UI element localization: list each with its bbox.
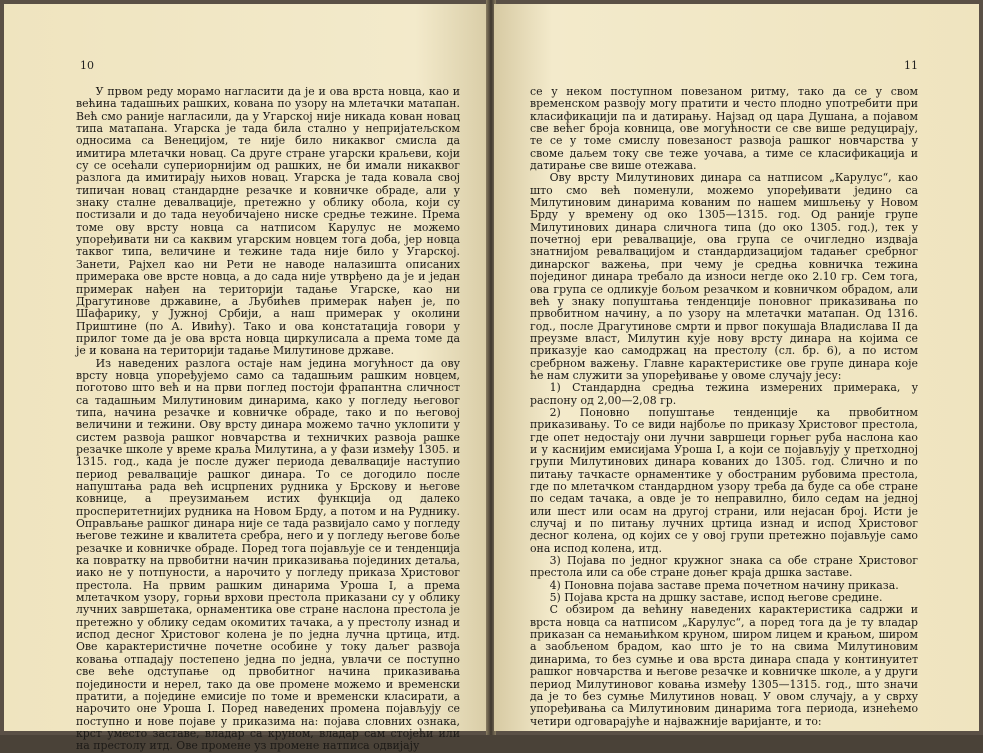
paragraph: Ову врсту Милутинових динара са натписом „Карулус“, као што смо већ поменули, можемо упоређивати једино са Милутиновим динарима кованим по нашем мишљењу у Новом Брду у времену од око 1305—1315. год. Од раније групе Милутинових динара сличнога типа (до око 1305. год.), тек у почетној ери ревалвације, ова група се очигледно издваја знатнијом ревалвацијом и стандардизацијом тадањег сребрног динарског важења, при чему је средња ковничка тежина појединог динара требало да износи негде око 2.10 гр. Сем тога, ова група се одликује бољом резачком и ковничком обрадом, али већ у знаку попуштања тенденције поновног приказивања по првобитном начину, а по узору на млетачки матапан. Од 1316. год., после Драгутинове смрти и првог покушаја Владислава II да преузме власт, Милутин кује нову врсту динара на којима се приказује као самодржац на престолу (сл. бр. 6), а по истом сребрном важењу. Главне карактеристике ове групе динара које ће нам служити за упоређивање у овоме случају јесу: [530, 171, 918, 382]
list-item: 1) Стандардна средња тежина измерених примерака, у распону од 2,00—2,08 гр. [530, 381, 918, 407]
page-text [530, 86, 918, 728]
paragraph: У првом реду морамо нагласити да је и ова врста новца, као и већина тадашњих рашких, кована по узору на млетачки матапан. Већ смо раније нагласили, да у Угарској није никада кован новац типа матапана. Угарска је тада била стално у непријатељском односима са Венецијом, те није било никаквог смисла да имитира млетачки новац. Са друге стране угарски краљеви, који су се осећали супериорнијим од рашких, не би имали никаквог разлога да имитирају њихов новац. Угарска је тада ковала свој типичан новац стандардне резачке и ковничке обраде, али у знаку сталне девалвације, претежно у облику обола, који су постизали и до тада неуобичајено ниске средње тежине. Према томе ову врсту новца са натписом Карулус не можемо упоређивати ни са каквим угарским новцем тога доба, јер новца таквог типа, величине и тежине тада није било у Угарској. Занети, Рајхел као ни Рети не наводе налазишта описаних примерака ове врсте новца, а до сада није утврђено да је и један примерак нађен на територији тадање Угарске, као ни Драгутинове државине, а Љубићев примерак нађен је, по Шафарику, у Јужној Србији, а наш примерак у околини Приштине (по А. Ивићу). Тако и ова констатација говори у прилог томе да је ова врста новца циркулисала а према томе да је и кована на територији тадање Милутинове државе. [76, 85, 460, 358]
list-item: 2) Поновно попуштање тенденције ка првобитном приказивању. То се види најбоље по приказу Христовог престола, где опет недостају они лучни завршеци горњег руба наслона као и у каснијим емисијама Уроша I, а који се појављују у претходној групи Милутинових динара кованих до 1305. год. Слично и по питању тачкасте орнаментике у обостраним рубовима престола, где по млетачком стандардном узору треба да буде са обе стране по седам тачака, а овде је то неправилно, било седам на једној или шест или осам на другој страни, или нејасан број. Исти је случај и по питању лучних цртица изнад и испод Христовог десног колена, од којих се у овој групи претежно појављује само она испод колена, итд. [530, 405, 918, 555]
page-text [76, 86, 460, 753]
list-item: 3) Појава по једног кружног знака са обе стране Христовог престола или са обе стране доњег краја дршка заставе. [530, 554, 918, 580]
list-item: 4) Поновна појава заставе према почетном начину приказа. [549, 578, 899, 592]
page-number: 11 [904, 59, 918, 72]
paragraph: се у неком поступном повезаном ритму, тако да се у свом временском развоју могу пратити и често плодно употребити при класификацији па и датирању. Најзад од цара Душана, а појавом све већег броја ковница, ове могућности се све више редуцирају, те се у томе смислу повезаност развоја рашког новчарства у своме даљем току све теже уочава, а тиме се класификација и датирање све више отежава. [530, 85, 918, 173]
paragraph: С обзиром да већину наведених карактеристика садржи и врста новца са натписом „Карулус“, а поред тога да је ту владар приказан са немањићком круном, широм лицем и крањом, широм а заобљеном брадом, као што је то на свима Милутиновим динарима, то без сумње и ова врста динара спада у континуитет рашког новчарства и његове резачке и ковничке школе, а у други период Милутиновог ковања између 1305—1315. год., што значи да је то без сумње Милутинов новац. У овом случају, а у сврху упоређивања са Милутиновим динарима тога периода, изнећемо четири одговарајуће и најважније варијанте, и то: [530, 603, 918, 728]
left-page [4, 4, 488, 753]
right-page [494, 4, 979, 731]
page-number: 10 [80, 59, 94, 72]
list-item: 5) Појава крста на дршку заставе, испод његове средине. [549, 591, 883, 605]
paragraph: Из наведених разлога остаје нам једина могућност да ову врсту новца упоређујемо само са тадашњим рашким новцем, поготово што већ и на први поглед постоји фрапантна сличност са тадашњим Милутиновим динарима, како у погледу његовог типа, начина резачке и ковничке обраде, тако и по његовој величини и тежини. Ову врсту динара можемо тачно уклопити у систем развоја рашког новчарства и техничких развоја рашке резачке школе у време краља Милутина, а у фази између 1305. и 1315. год., када је после дужег периода девалвације наступио период ревалвације рашког динара. То се догодило после напуштања рада већ исцрпених рудника у Брскову и његове ковнице, а преузимањем истих функција од далеко просперитетнијих рудника на Новом Брду, а потом и на Руднику. Оправљање рашког динара није се тада развијало само у погледу његове тежине и квалитета сребра, него и у погледу његове боље резачке и ковничке обраде. Поред тога појављује се и тенденција ка повратку на првобитни начин приказивања појединих детаља, иако не у потпуности, а нарочито у погледу приказа Христовог престола. На првим рашким динарима Уроша I, а према млетачком узору, горњи врхови престола приказани су у облику лучних завршетака, орнаментика ове стране наслона престола је претежно у облику седам окомитих тачака, а у престолу изнад и испод десног Христовог колена је по једна лучна цртица, итд. Ове карактеристичне почетне особине у току даљег развоја ковања отпадају постепено једна по једна, увлачи се поступно све веће одступање од првобитног начина приказивања појединости и нерел, тако да ове промене можемо и временски пратити, а поједине емисије по томе и временски класирати, а нарочито оне Уроша I. Поред наведених промена појављују се поступно и нове појаве у приказима на: појава словних ознака, крст уместо заставе, владар са круном, владар сам стоjећи или на престолу итд. Ове промене уз промене натписа одвијају [76, 356, 460, 753]
